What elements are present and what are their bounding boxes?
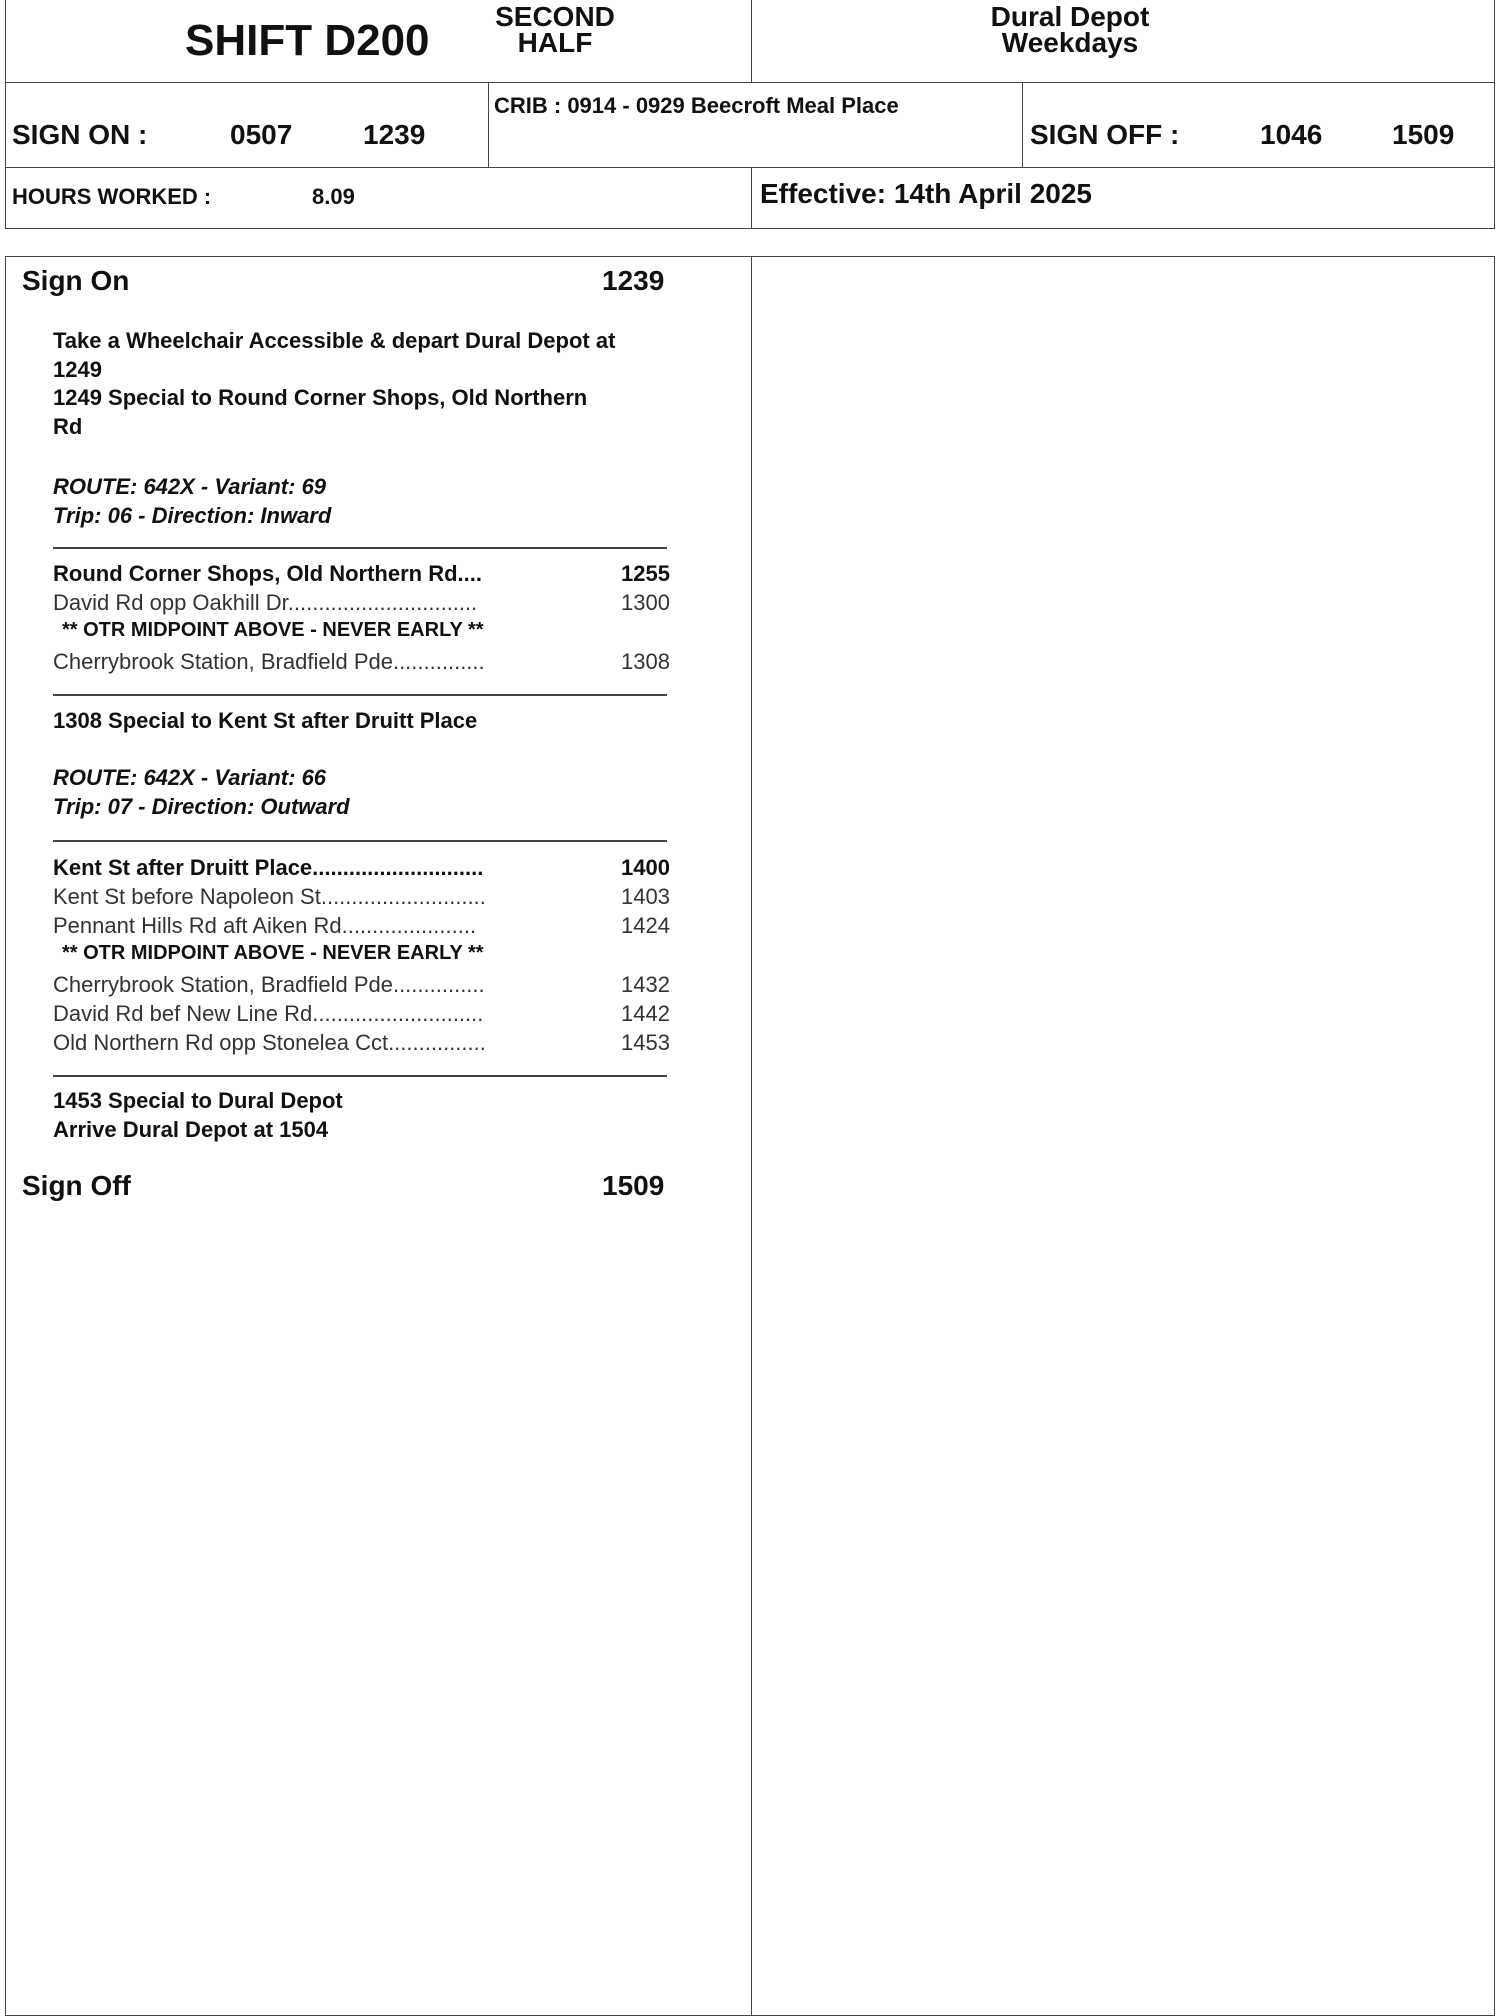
half-line-2: HALF — [517, 27, 593, 58]
half-label — [480, 1, 630, 58]
intro-line: Rd — [53, 413, 83, 439]
stop-time: 1442 — [621, 1001, 670, 1026]
section-rule — [53, 547, 667, 549]
sign-on-time: 1239 — [602, 265, 665, 296]
stop-time: 1300 — [621, 590, 670, 615]
stop-time: 1424 — [621, 913, 670, 938]
sign-off-time-2: 1509 — [1392, 119, 1455, 150]
intro-instructions — [53, 327, 615, 441]
depot-line-2: Weekdays — [1001, 27, 1139, 58]
shift-title: SHIFT D200 — [185, 16, 430, 65]
depot-label — [900, 1, 1240, 58]
stop-time: 1453 — [621, 1030, 670, 1055]
trip1-route-info — [53, 473, 331, 530]
trip1-trip: Trip: 06 - Direction: Inward — [53, 502, 332, 528]
sign-off-time: 1509 — [602, 1170, 665, 1201]
header-divider — [751, 0, 752, 82]
intro-line: 1249 Special to Round Corner Shops, Old Northern — [53, 385, 588, 410]
crib-info: CRIB : 0914 - 0929 Beecroft Meal Place — [494, 93, 899, 118]
stop-time: 1255 — [621, 561, 670, 586]
stop-name: Round Corner Shops, Old Northern Rd.... — [53, 561, 482, 586]
sign-on-label: SIGN ON : — [12, 119, 148, 150]
end-line: Arrive Dural Depot at 1504 — [53, 1116, 329, 1142]
effective-date: Effective: 14th April 2025 — [760, 178, 1092, 209]
sign-off-time-1: 1046 — [1260, 119, 1323, 150]
sign-off-label: SIGN OFF : — [1030, 119, 1180, 150]
stop-time: 1400 — [621, 855, 670, 880]
stop-name: David Rd opp Oakhill Dr............................... — [53, 590, 478, 615]
section-rule — [53, 840, 667, 842]
intro-line: 1249 — [53, 356, 102, 382]
stop-name: Kent St before Napoleon St........................... — [53, 884, 486, 909]
stop-name: Cherrybrook Station, Bradfield Pde............... — [53, 972, 485, 997]
header-divider — [488, 82, 489, 167]
stop-time: 1432 — [621, 972, 670, 997]
stop-name: Kent St after Druitt Place............................ — [53, 855, 484, 880]
section-rule — [53, 694, 667, 696]
end-instructions — [53, 1087, 343, 1144]
header-divider — [5, 82, 1495, 83]
special-instruction: 1308 Special to Kent St after Druitt Place — [53, 708, 478, 733]
midpoint-note: ** OTR MIDPOINT ABOVE - NEVER EARLY ** — [62, 942, 484, 964]
sign-on-time-1: 0507 — [230, 119, 293, 150]
end-line: 1453 Special to Dural Depot — [53, 1088, 343, 1113]
stop-name: Old Northern Rd opp Stonelea Cct................ — [53, 1030, 486, 1055]
stop-time: 1308 — [621, 649, 670, 674]
stop-name: Cherrybrook Station, Bradfield Pde............... — [53, 649, 485, 674]
header-divider — [1022, 82, 1023, 167]
header-divider — [5, 167, 1495, 168]
stop-name: David Rd bef New Line Rd............................ — [53, 1001, 484, 1026]
trip2-route-info — [53, 764, 350, 821]
half-line-1: SECOND — [495, 1, 615, 32]
trip2-route: ROUTE: 642X - Variant: 66 — [53, 765, 327, 790]
stop-name: Pennant Hills Rd aft Aiken Rd...................... — [53, 913, 477, 938]
stop-time: 1403 — [621, 884, 670, 909]
sign-on-time-2: 1239 — [363, 119, 426, 150]
sign-off-heading: Sign Off — [22, 1170, 131, 1201]
body-divider — [751, 256, 752, 2016]
intro-line: Take a Wheelchair Accessible & depart Dural Depot at — [53, 328, 616, 353]
hours-worked-value: 8.09 — [312, 184, 355, 209]
trip1-route: ROUTE: 642X - Variant: 69 — [53, 474, 327, 499]
header-divider — [751, 167, 752, 229]
trip2-trip: Trip: 07 - Direction: Outward — [53, 793, 350, 819]
depot-line-1: Dural Depot — [990, 1, 1150, 32]
midpoint-note: ** OTR MIDPOINT ABOVE - NEVER EARLY ** — [62, 619, 484, 641]
section-rule — [53, 1075, 667, 1077]
sign-on-heading: Sign On — [22, 265, 130, 296]
hours-worked-label: HOURS WORKED : — [12, 184, 212, 209]
